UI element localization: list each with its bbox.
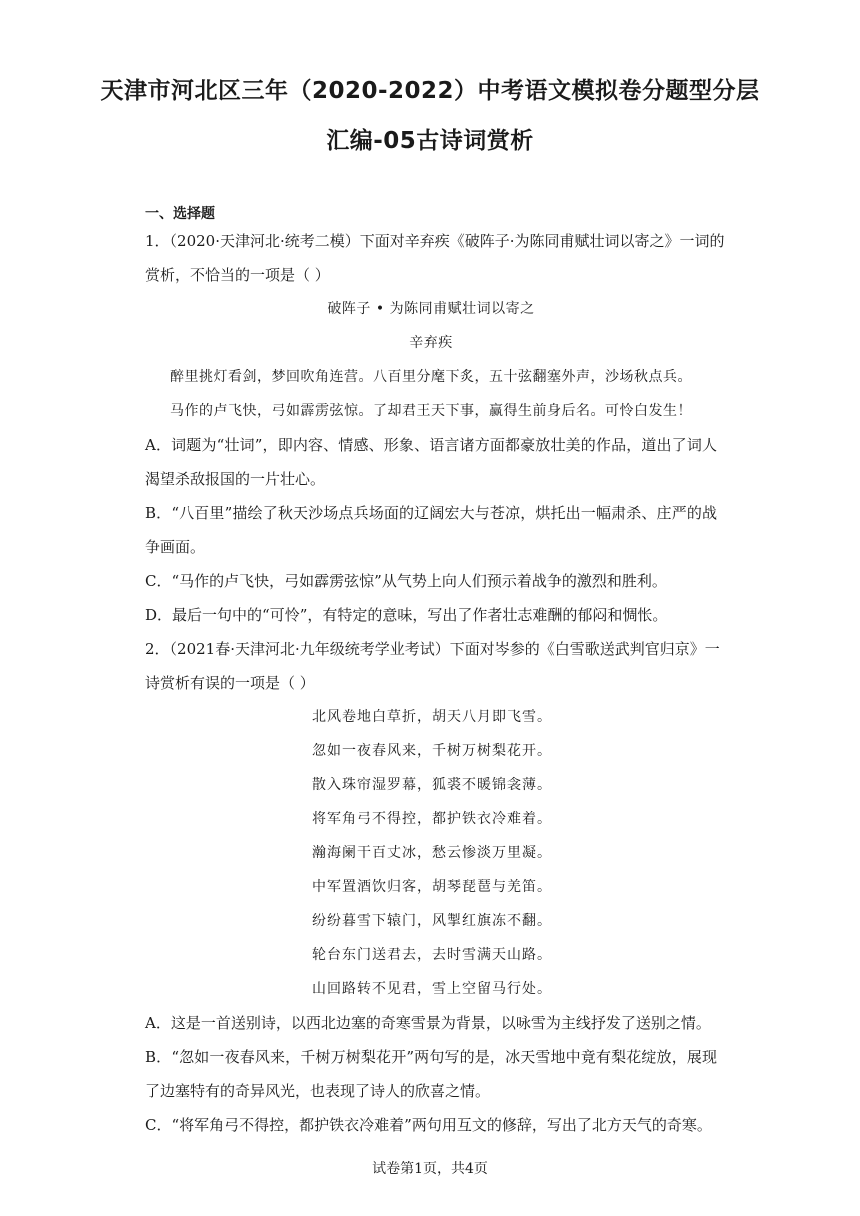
page-title-line1: 天津市河北区三年（2020-2022）中考语文模拟卷分题型分层 (100, 78, 760, 104)
q2-option-a: A．这是一首送别诗，以西北边塞的奇寒雪景为背景，以咏雪为主线抒发了送别之情。 (145, 1014, 711, 1032)
page-footer: 试卷第1页，共4页 (372, 1161, 488, 1177)
q2-poem-line: 山回路转不见君，雪上空留马行处。 (312, 981, 552, 997)
q2-poem-line: 忽如一夜春风来，千树万树梨花开。 (312, 743, 552, 759)
q1-option-a-line1: A．词题为“壮词”，即内容、情感、形象、语言诸方面都豪放壮美的作品，道出了词人 (145, 436, 717, 454)
q2-poem-line: 轮台东门送君去，去时雪满天山路。 (312, 947, 552, 963)
q1-option-d: D．最后一句中的“可怜”，有特定的意味，写出了作者壮志难酬的郁闷和惆怅。 (145, 606, 668, 624)
q1-option-c: C．“马作的卢飞快，弓如霹雳弦惊”从气势上向人们预示着战争的激烈和胜利。 (145, 572, 667, 590)
q1-stem-line2: 赏析，不恰当的一项是（ ） (145, 266, 330, 284)
q1-poem-title: 破阵子 • 为陈同甫赋壮词以寄之 (327, 301, 535, 317)
section-heading: 一、选择题 (145, 206, 215, 222)
q2-option-b-line2: 了边塞特有的奇异风光，也表现了诗人的欣喜之情。 (145, 1082, 491, 1100)
q2-poem-line: 将军角弓不得控，都护铁衣冷难着。 (312, 811, 552, 827)
q2-poem-line: 北风卷地白草折，胡天八月即飞雪。 (312, 709, 552, 725)
q1-option-b-line1: B．“八百里”描绘了秋天沙场点兵场面的辽阔宏大与苍凉，烘托出一幅肃杀、庄严的战 (145, 504, 717, 522)
q1-option-b-line2: 争画面。 (145, 538, 206, 556)
q2-option-c: C．“将军角弓不得控，都护铁衣冷难着”两句用互文的修辞，写出了北方天气的奇寒。 (145, 1116, 712, 1134)
q1-poem-line2: 马作的卢飞快，弓如霹雳弦惊。了却君王天下事，赢得生前身后名。可怜白发生！ (170, 403, 692, 419)
q1-option-a-line2: 渴望杀敌报国的一片壮心。 (145, 470, 326, 488)
q2-poem-line: 瀚海阑干百丈冰，愁云惨淡万里凝。 (312, 845, 552, 861)
q2-poem-line: 散入珠帘湿罗幕，狐裘不暖锦衾薄。 (312, 777, 552, 793)
q2-poem-line: 纷纷暮雪下辕门，风掣红旗冻不翻。 (312, 913, 552, 929)
q2-stem-line2: 诗赏析有误的一项是（ ） (145, 674, 315, 692)
q1-poem-author: 辛弃疾 (409, 335, 453, 351)
q1-stem-line1: 1．（2020·天津河北·统考二模）下面对辛弃疾《破阵子·为陈同甫赋壮词以寄之》一词的 (145, 232, 725, 250)
q1-poem-line1: 醉里挑灯看剑，梦回吹角连营。八百里分麾下炙，五十弦翻塞外声，沙场秋点兵。 (170, 369, 692, 385)
q2-stem-line1: 2．（2021春·天津河北·九年级统考学业考试）下面对岑参的《白雪歌送武判官归京》一 (145, 640, 720, 658)
q2-poem-line: 中军置酒饮归客，胡琴琵琶与羌笛。 (312, 879, 552, 895)
page-title-line2: 汇编-05古诗词赏析 (326, 128, 534, 154)
q2-option-b-line1: B．“忽如一夜春风来，千树万树梨花开”两句写的是，冰天雪地中竟有梨花绽放，展现 (145, 1048, 717, 1066)
